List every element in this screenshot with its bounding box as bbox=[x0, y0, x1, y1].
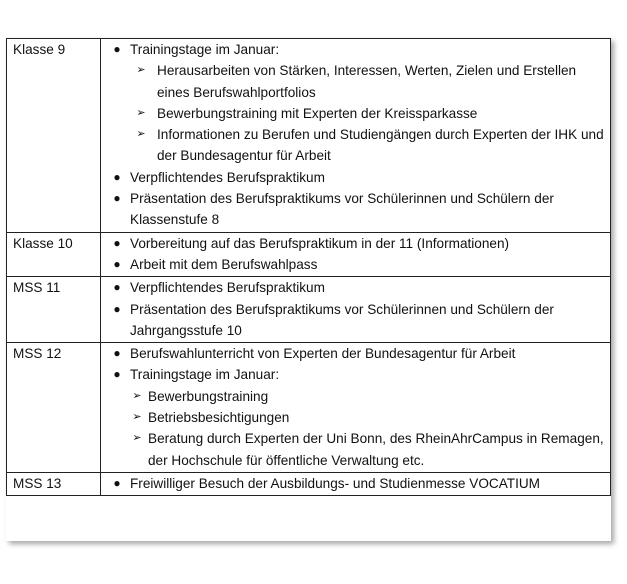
sub-list-item-text: Informationen zu Berufen und Studiengängen durch Experten der IHK und der Bundesagentur für Arbeit bbox=[157, 127, 604, 164]
sub-list-item-text: Betriebsbesichtigungen bbox=[148, 410, 290, 426]
activity-list bbox=[101, 233, 604, 276]
bullet-icon: ● bbox=[113, 280, 121, 295]
career-orientation-table bbox=[6, 38, 611, 496]
list-item-text: Trainingstage im Januar: bbox=[130, 42, 280, 57]
sub-list-item-text: Bewerbungstraining mit Experten der Kreissparkasse bbox=[157, 105, 478, 121]
sub-list-item bbox=[130, 124, 604, 167]
list-item-text: Präsentation des Berufspraktikums vor Schülerinnen und Schülern der Jahrgangsstufe 10 bbox=[130, 301, 554, 338]
activities-cell bbox=[101, 472, 611, 495]
list-item bbox=[101, 233, 604, 254]
bullet-icon: ● bbox=[113, 475, 121, 490]
list-item bbox=[101, 277, 604, 298]
list-item bbox=[101, 39, 604, 167]
list-item bbox=[101, 473, 604, 494]
table-row bbox=[7, 277, 611, 343]
sub-list-item bbox=[130, 103, 604, 124]
activities-cell bbox=[101, 277, 611, 343]
arrow-bullet-icon: ➢ bbox=[132, 411, 142, 424]
sub-list-item-text: Bewerbungstraining bbox=[148, 388, 269, 404]
arrow-bullet-icon: ➢ bbox=[132, 389, 142, 402]
activity-list bbox=[101, 277, 604, 341]
bullet-icon: ● bbox=[113, 367, 121, 382]
list-item-text: Berufswahlunterricht von Experten der Bundesagentur für Arbeit bbox=[130, 346, 516, 362]
list-item-text: Trainingstage im Januar: bbox=[130, 367, 280, 383]
bullet-icon: ● bbox=[113, 42, 121, 56]
list-item bbox=[101, 167, 604, 188]
document-page bbox=[6, 38, 611, 541]
sub-list-item-text: Herausarbeiten von Stärken, Interessen, Werten, Zielen und Erstellen eines Berufswahlportfolios bbox=[157, 63, 577, 100]
sub-list-item bbox=[130, 428, 604, 471]
list-item-text: Freiwilliger Besuch der Ausbildungs- und Studienmesse VOCATIUM bbox=[130, 475, 541, 491]
list-item bbox=[101, 299, 604, 342]
activity-list bbox=[101, 343, 604, 471]
activities-cell bbox=[101, 232, 611, 277]
bullet-icon: ● bbox=[113, 301, 121, 316]
bullet-icon: ● bbox=[113, 256, 121, 271]
sub-list bbox=[130, 386, 604, 471]
list-item-text: Vorbereitung auf das Berufspraktikum in der 11 (Informationen) bbox=[130, 235, 510, 251]
list-item bbox=[101, 364, 604, 470]
bullet-icon: ● bbox=[113, 191, 121, 206]
sub-list-item bbox=[130, 386, 604, 407]
activity-list bbox=[101, 39, 604, 231]
grade-cell: MSS 11 bbox=[7, 277, 101, 343]
sub-list bbox=[130, 60, 604, 166]
arrow-bullet-icon: ➢ bbox=[136, 128, 146, 141]
list-item bbox=[101, 188, 604, 231]
activity-list bbox=[101, 473, 604, 494]
list-item bbox=[101, 254, 604, 275]
list-item-text: Verpflichtendes Berufspraktikum bbox=[130, 280, 325, 296]
list-item-text: Arbeit mit dem Berufswahlpass bbox=[130, 256, 318, 272]
table-row bbox=[7, 472, 611, 495]
bullet-icon: ● bbox=[113, 235, 121, 250]
sub-list-item bbox=[130, 60, 604, 103]
bullet-icon: ● bbox=[113, 346, 121, 361]
activities-cell bbox=[101, 343, 611, 473]
list-item bbox=[101, 343, 604, 364]
arrow-bullet-icon: ➢ bbox=[136, 106, 146, 119]
grade-cell: MSS 12 bbox=[7, 343, 101, 473]
activities-cell bbox=[101, 39, 611, 233]
sub-list-item bbox=[130, 407, 604, 428]
arrow-bullet-icon: ➢ bbox=[132, 432, 142, 445]
bullet-icon: ● bbox=[113, 169, 121, 184]
list-item-text: Präsentation des Berufspraktikums vor Schülerinnen und Schülern der Klassenstufe 8 bbox=[130, 191, 554, 228]
table-row bbox=[7, 343, 611, 473]
grade-cell: MSS 13 bbox=[7, 472, 101, 495]
table-row bbox=[7, 39, 611, 233]
grade-cell: Klasse 9 bbox=[7, 39, 101, 233]
table-row bbox=[7, 232, 611, 277]
grade-cell: Klasse 10 bbox=[7, 232, 101, 277]
arrow-bullet-icon: ➢ bbox=[136, 64, 146, 77]
sub-list-item-text: Beratung durch Experten der Uni Bonn, des RheinAhrCampus in Remagen, der Hochschule für öffentliche Verwaltung etc. bbox=[148, 431, 604, 468]
list-item-text: Verpflichtendes Berufspraktikum bbox=[130, 169, 325, 185]
